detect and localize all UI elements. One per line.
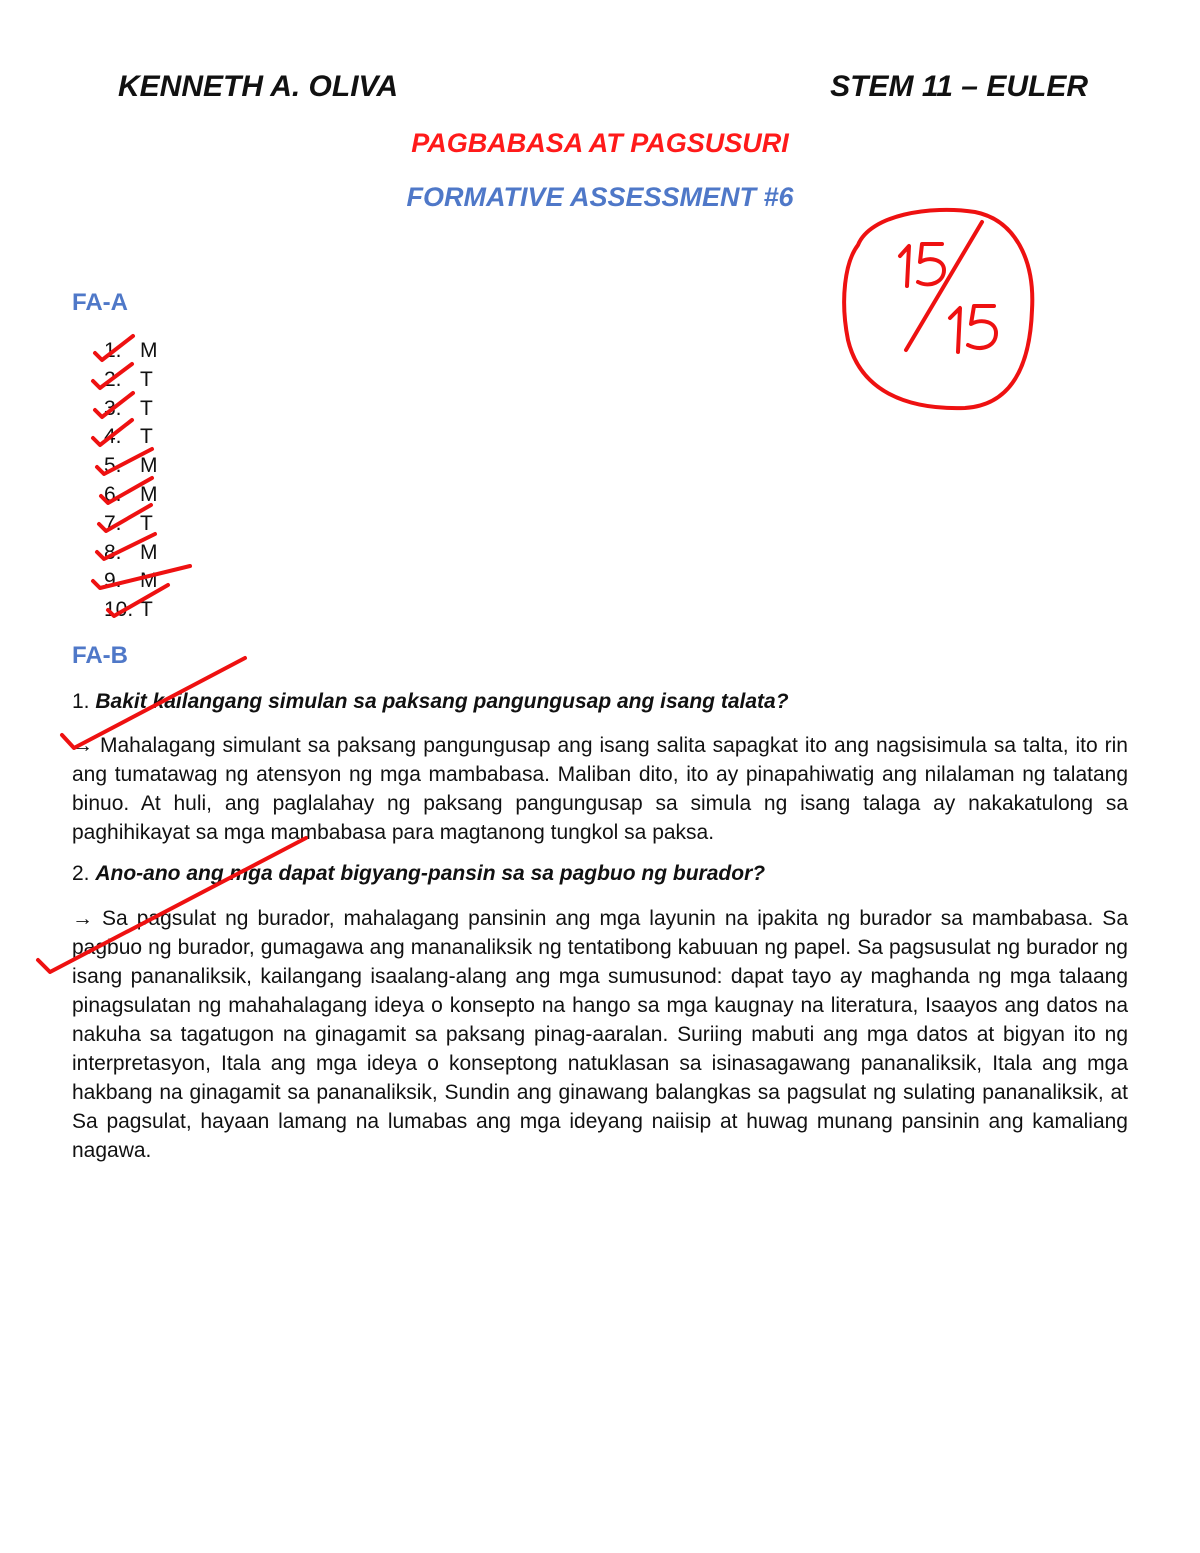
item-number: 6. (104, 482, 122, 506)
score-handwriting (900, 222, 996, 352)
question-2 (72, 862, 765, 886)
item-answer: M (140, 569, 158, 593)
question-text: Bakit kailangang simulan sa paksang pangungusap ang isang talata? (95, 690, 789, 713)
answer-item (104, 481, 158, 510)
student-name: KENNETH A. OLIVA (118, 70, 399, 103)
answer-item (104, 395, 158, 424)
item-answer: T (140, 367, 153, 391)
answer-item (104, 423, 158, 452)
item-answer: M (140, 482, 158, 506)
answer-item (104, 337, 158, 366)
item-number: 1. (104, 339, 122, 362)
assessment-title: FORMATIVE ASSESSMENT #6 (406, 182, 794, 212)
fa-b-heading: FA-B (72, 642, 128, 669)
question-number: 1. (72, 690, 90, 713)
item-number: 2. (104, 367, 122, 391)
item-number: 8. (104, 540, 122, 564)
question-1 (72, 690, 789, 714)
item-answer: T (140, 511, 153, 535)
item-answer: T (140, 598, 153, 622)
answer-item (104, 510, 158, 539)
document-header (0, 70, 1200, 110)
score-circle-mark (844, 210, 1032, 408)
item-number: 4. (104, 425, 122, 449)
item-answer: M (140, 540, 158, 564)
fa-a-heading: FA-A (72, 289, 128, 316)
item-number: 5. (104, 454, 122, 478)
item-number: 9. (104, 569, 122, 593)
item-number: 10. (104, 598, 134, 622)
subject-title: PAGBABASA AT PAGSUSURI (411, 128, 789, 158)
item-answer: T (140, 425, 153, 449)
item-number: 7. (104, 511, 122, 535)
answer-item (104, 567, 158, 596)
answer-item (104, 539, 158, 568)
item-answer: T (140, 396, 153, 420)
question-number: 2. (72, 862, 90, 885)
item-answer: M (140, 339, 158, 362)
item-number: 3. (104, 396, 122, 420)
answer-1-paragraph: → Mahalagang simulant sa paksang pangungusap ang isang salita sapagkat ito ang nagsisimula sa talta, ito rin ang tumatawag ng atensyon ng mga mambabasa. Maliban dito, ito ay pinapahiwatig ang nilalaman ng talatang binuo. At huli, ang paglalahay ng paksang pangungusap sa simula ng isang talaga ay nakakatulong sa paghihikayat sa mga mambabasa para magtanong tungkol sa paksa. (72, 734, 1128, 844)
question-text: Ano-ano ang mga dapat bigyang-pansin sa sa pagbuo ng burador? (95, 862, 766, 885)
answer-item (104, 366, 158, 395)
class-section: STEM 11 – EULER (830, 70, 1088, 103)
fa-a-answer-list (104, 337, 158, 625)
answer-item (104, 452, 158, 481)
item-answer: M (140, 454, 158, 478)
answer-item (104, 596, 158, 625)
answer-2-paragraph: → Sa pagsulat ng burador, mahalagang pansinin ang mga layunin na ipakita ng burador sa mambabasa. Sa pagbuo ng burador, gumagawa ang mananaliksik ng tentatibong kabuuan ng papel. Sa pagsusulat ng burador ng isang pananaliksik, kailangang isaalang-alang ang mga sumusunod: dapat tayo ay maghanda ng mga talaang pinagsulatan ng mahahalagang ideya o konsepto na hango sa mga kaugnay na literatura, Isaayos ang datos na nakuha sa tagatugon na ginagamit sa paksang pinag-aaralan. Suriing mabuti ang mga datos at bigyan ito ng interpretasyon, Itala ang mga ideya o konseptong natuklasan sa isinasagawang pananaliksik, Itala ang mga hakbang na ginagamit sa pananaliksik, Sundin ang ginawang balangkas sa pagsulat ng sulating pananaliksik, at Sa pagsulat, hayaan lamang na lumabas ang mga ideyang naiisip at huwag munang pansinin ang kamaliang nagawa. (72, 907, 1128, 1162)
